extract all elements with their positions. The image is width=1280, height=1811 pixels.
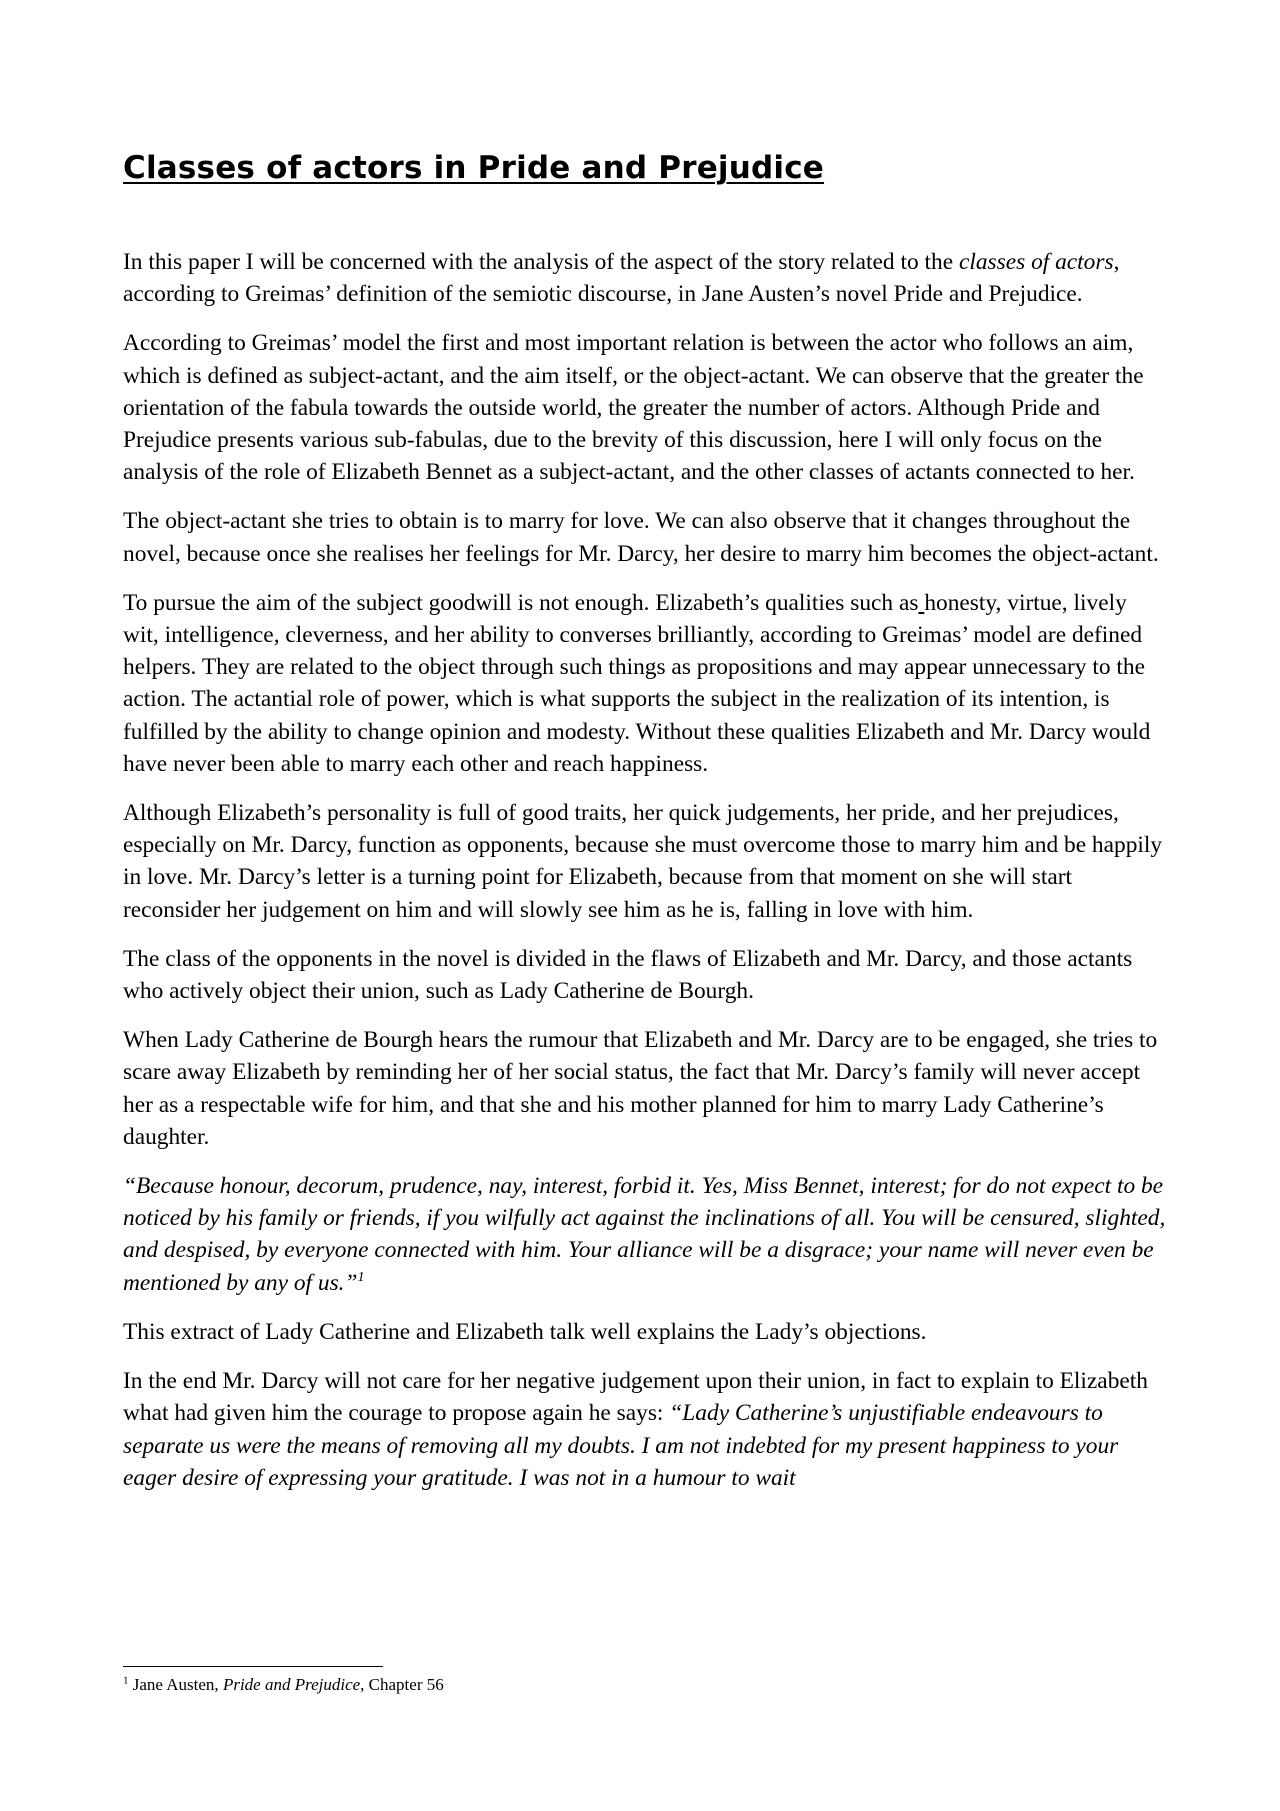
paragraph-object-actant: The object-actant she tries to obtain is to marry for love. We can also observe that it changes throughout the novel, because once she realises her feelings for Mr. Darcy, her desire to marry him becomes the object-actant. <box>123 508 1159 567</box>
document-title: Classes of actors in Pride and Prejudice <box>123 150 825 186</box>
paragraph-helpers-text-a: To pursue the aim of the subject goodwill is not enough. Elizabeth’s qualities such as <box>123 589 919 616</box>
footnote-author: Jane Austen, <box>128 1675 223 1694</box>
paragraph-conclusion-text-a: In the end Mr. Darcy will not care for her negative judgement upon their union, in fact to explain to Elizabeth what had given him the courage to propose again he says: <box>123 1368 1148 1427</box>
paragraph-lady-catherine: When Lady Catherine de Bourgh hears the rumour that Elizabeth and Mr. Darcy are to be engaged, she tries to scare away Elizabeth by reminding her of her social status, the fact that Mr. Darcy’s family will never accept her as a respectable wife for him, and that she and his mother planned for him to marry Lady Catherine’s daughter. <box>123 1027 1158 1150</box>
paragraph-opponents-flaws: Although Elizabeth’s personality is full of good traits, her quick judgements, her pride, and her prejudices, especially on Mr. Darcy, function as opponents, because she must overcome those to marry him and be happily in love. Mr. Darcy’s letter is a turning point for Elizabeth, because from that moment on she will start reconsider her judgement on him and will slowly see him as he is, falling in love with him. <box>123 800 1163 923</box>
footnote <box>123 1675 444 1695</box>
paragraph-conclusion-italic-quote: “Lady Catherine’s unjustifiable endeavours to separate us were the means of removing all my doubts. I am not indebted for my present happiness to your eager desire of expressing your gratitude. I was not in a humour to wait <box>123 1400 1119 1491</box>
paragraph-extract: This extract of Lady Catherine and Elizabeth talk well explains the Lady’s objections. <box>123 1318 927 1345</box>
paragraph-intro-text-a: In this paper I will be concerned with the analysis of the aspect of the story related to the <box>123 249 959 275</box>
footnote-work-title: Pride and Prejudice <box>222 1675 361 1694</box>
paragraph-helpers <box>123 587 1168 780</box>
footnote-separator <box>123 1666 383 1667</box>
footnote-chapter: , Chapter 56 <box>360 1675 444 1694</box>
paragraph-intro-text-c: , according to Greimas’ definition of the semiotic discourse, in Jane Austen’s novel Pride and Prejudice. <box>123 249 1120 308</box>
paragraph-opponents-class: The class of the opponents in the novel is divided in the flaws of Elizabeth and Mr. Darcy, and those actants who actively object their union, such as Lady Catherine de Bourgh. <box>123 945 1133 1005</box>
footnote-reference[interactable] <box>358 1270 365 1285</box>
paragraph-greimas-model: According to Greimas’ model the first and most important relation is between the actor who follows an aim, which is defined as subject-actant, and the aim itself, or the object-actant. We can observe that the greater the orientation of the fabula towards the outside world, the greater the number of actors. Although Pride and Prejudice presents various sub-fabulas, due to the brevity of this discussion, here I will only focus on the analysis of the role of Elizabeth Bennet as a subject-actant, and the other classes of actants connected to her. <box>123 330 1144 486</box>
block-quote <box>123 1170 1168 1299</box>
paragraph-helpers-text-c: honesty, virtue, lively wit, intelligence, cleverness, and her ability to converses brilliantly, according to Greimas’ model are defined helpers. They are related to the object through such things as propositions and may appear unnecessary to the action. The actantial role of power, which is what supports the subject in the realization of its intention, is fulfilled by the ability to change opinion and modesty. Without these qualities Elizabeth and Mr. Darcy would have never been able to marry each other and reach happiness. <box>123 589 1151 777</box>
quote-text: “Because honour, decorum, prudence, nay, interest, forbid it. Yes, Miss Bennet, interest; for do not expect to be noticed by his family or friends, if you wilfully act against the inclinations of all. You will be censured, slighted, and despised, by everyone connected with him. Your alliance will be a disgrace; your name will never even be mentioned by any of us.” <box>123 1173 1166 1296</box>
paragraph-intro <box>123 246 1168 310</box>
footnote-number: 1 <box>123 1674 129 1687</box>
paragraph-intro-italic: classes of actors <box>958 249 1114 275</box>
document-body <box>123 246 1168 1511</box>
footnote-reference-number: 1 <box>357 1269 365 1285</box>
paragraph-conclusion <box>123 1365 1168 1494</box>
